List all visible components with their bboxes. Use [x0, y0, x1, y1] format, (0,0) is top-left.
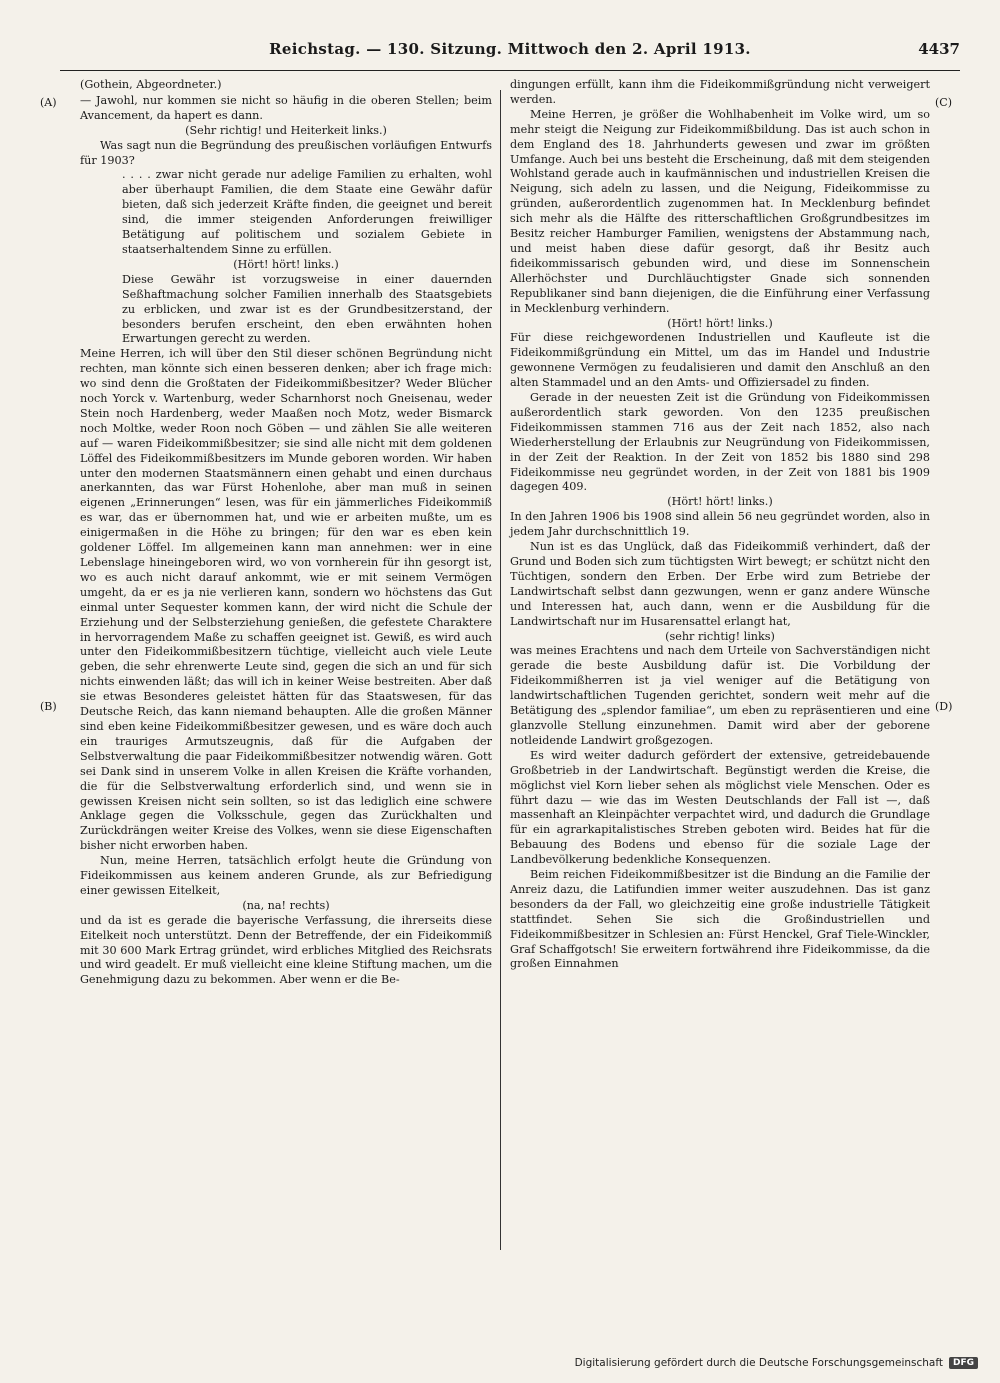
dfg-logo: DFG [949, 1357, 978, 1369]
paragraph: Meine Herren, je größer die Wohlhabenheit im Volke wird, um so mehr steigt die Neigung zur Fideikommißbildung. Das ist auch schon in dem England des 18. Jahrhunderts gewesen und zwar im größten Umfange. Auch bei uns besteht die Erscheinung, daß mit dem steigenden Wohlstand gerade auch in kaufmännischen und industriellen Kreisen die Neigung, sich adeln zu lassen, und die Neigung, Fideikommisse zu gründen, außerordentlich zugenommen hat. In Mecklenburg befindet sich mehr als die Hälfte des ritterschaftlichen Großgrundbesitzes im Besitz reicher Hamburger Familien, wenigstens der Abstammung nach, und meist haben diese dafür gesorgt, daß ihr Besitz auch fideikommissarisch gebunden wird, und diese im Sonnenschein Allerhöchster und Durchläuchtigster Gnade sich sonnenden Republikaner sind bann diejenigen, die die Einführung einer Verfassung in Mecklenburg verhindern. [510, 107, 930, 315]
paragraph: (Gothein, Abgeordneter.) [80, 78, 222, 91]
page-header-title: Reichstag. — 130. Sitzung. Mittwoch den 2. April 1913. [269, 40, 751, 58]
paragraph: Meine Herren, ich will über den Stil dieser schönen Begründung nicht rechten, man könnte sich einen besseren denken; aber ich frage mich: wo sind denn die Großtaten der Fideikommißbesitzer? Weder Blücher noch Yorck v. Wartenburg, weder Scharnhorst noch Gneisenau, weder Stein noch Hardenberg, weder Maaßen noch Motz, weder Bismarck noch Moltke, weder Roon noch Göben — und zählen Sie alle weiteren auf — waren Fideikommißbesitzer; sie sind alle nicht mit dem goldenen Löffel des Fideikommißbesitzers im Munde geboren worden. Wir haben unter den modernen Staatsmännern einen gehabt und einen durchaus anerkannten, das war Fürst Hohenlohe, aber man muß in seinen eigenen „Erinnerungen“ lesen, was für ein jämmerliches Fideikommiß es war, das er übernommen hat, und wie er arbeiten mußte, um es einigermaßen in die Höhe zu bringen; für den war es eben kein goldener Löffel. Im allgemeinen kann man annehmen: wer in eine Lebenslage hineingeboren wird, wo von vornherein für ihn gesorgt ist, wo es auch nicht darauf ankommt, wie er mit seinem Vermögen umgeht, da er es ja nie verlieren kann, sondern wo höchstens das Gut einmal unter Sequester kommen kann, der wird nicht die Schule der Erziehung und der Selbsterziehung genießen, die gefestete Charaktere in hervorragendem Maße zu schaffen geeignet ist. Gewiß, es wird auch unter den Fideikommißbesitzern tüchtige, vielleicht auch viele Leute geben, die sehr ehrenwerte Leute sind, gegen die sich an und für sich nichts einwenden läßt; das will ich in keiner Weise bestreiten. Aber daß sie etwas Besonderes geleistet hätten für das Staatswesen, für das Deutsche Reich, das kann niemand behaupten. Alle die großen Männer sind eben keine Fideikommißbesitzer gewesen, und es wäre doch auch ein trauriges Armutszeugnis, daß für die Aufgaben der Selbstverwaltung die paar Fideikommißbesitzer notwendig wären. Gott sei Dank sind in unserem Volke in allen Kreisen die Kräfte vorhanden, die für die Selbstverwaltung erforderlich sind, und wenn sie in gewissen Kreisen nicht sein sollten, so ist das lediglich eine schwere Anklage gegen die Volksschule, gegen das Zurückhalten und Zurückdrängen weiter Kreise des Volkes, wenn sie diese Eigenschaften bisher nicht erworben haben. [80, 347, 492, 853]
paragraph: Gerade in der neuesten Zeit ist die Gründung von Fideikommissen außerordentlich stark geworden. Von den 1235 preußischen Fideikommissen stammen 716 aus der Zeit nach 1852, also nach Wiederherstellung der Erlaubnis zur Neugründung von Fideikommissen, in der Zeit der Reaktion. In der Zeit von 1852 bis 1880 sind 298 Fideikommisse neu gegründet worden, in der Zeit von 1881 bis 1909 dagegen 409. [510, 391, 930, 494]
paragraph: . . . . zwar nicht gerade nur adelige Familien zu erhalten, wohl aber überhaupt Familien, die dem Staate eine Gewähr dafür bieten, daß sich jederzeit Kräfte finden, die geeignet und bereit sind, die immer steigenden Anforderungen freiwilliger Betätigung auf politischem und sozialem Gebiete in staatserhaltendem Sinne zu erfüllen. [122, 168, 492, 256]
right-text-column [510, 78, 930, 972]
paragraph: was meines Erachtens und nach dem Urteile von Sachverständigen nicht gerade die beste Ausbildung dafür ist. Die Vorbildung der Fideikommißherren ist ja viel weniger auf die Betätigung von landwirtschaftlichen Tugenden gerichtet, sondern weit mehr auf die Betätigung des „splendor familiae“, um eben zu repräsentieren und eine glanzvolle Stellung einzunehmen. Damit wird aber der geborene notleidende Landwirt großgezogen. [510, 644, 930, 747]
paragraph: Nun, meine Herren, tatsächlich erfolgt heute die Gründung von Fideikommissen aus keinem anderen Grunde, als zur Befriedigung einer gewissen Eitelkeit, [80, 854, 492, 897]
column-divider [500, 90, 501, 1250]
page-header [60, 40, 960, 71]
left-text-column [80, 78, 492, 988]
paragraph: (na, na! rechts) [242, 898, 330, 912]
paragraph: und da ist es gerade die bayerische Verfassung, die ihrerseits diese Eitelkeit noch unterstützt. Denn der Betreffende, der ein Fideikommiß mit 30 600 Mark Ertrag gründet, wird erbliches Mitglied des Reichsrats und wird geadelt. Er muß vielleicht eine kleine Stiftung machen, um die Genehmigung dazu zu bekommen. Aber wenn er die Be- [80, 913, 492, 987]
paragraph: (sehr richtig! links) [665, 629, 775, 643]
margin-letter-b: (B) [40, 700, 57, 713]
paragraph: Diese Gewähr ist vorzugsweise in einer dauernden Seßhaftmachung solcher Familien innerhalb des Staatsgebiets zu erblicken, und zwar ist es der Grundbesitzerstand, der besonders berufen erscheint, den eben erwähnten hohen Erwartungen gerecht zu werden. [122, 272, 492, 346]
paragraph: dingungen erfüllt, kann ihm die Fideikommißgründung nicht verweigert werden. [510, 78, 930, 106]
paragraph: Beim reichen Fideikommißbesitzer ist die Bindung an die Familie der Anreiz dazu, die Latifundien immer weiter auszudehnen. Das ist ganz besonders da der Fall, wo gleichzeitig eine große industrielle Tätigkeit stattfindet. Sehen Sie sich die Großindustriellen und Fideikommißbesitzer in Schlesien an: Fürst Henckel, Graf Tiele-Winckler, Graf Schaffgotsch! Sie erweitern fortwährend ihre Fideikommisse, da die großen Einnahmen [510, 868, 930, 971]
footer-credit: Digitalisierung gefördert durch die Deutsche Forschungsgemeinschaft [574, 1357, 943, 1369]
paragraph: (Hört! hört! links.) [233, 257, 339, 271]
page-footer [575, 1357, 978, 1369]
margin-letter-c: (C) [935, 96, 952, 109]
paragraph: — Jawohl, nur kommen sie nicht so häufig in die oberen Stellen; beim Avancement, da hapert es dann. [80, 93, 492, 122]
margin-letter-d: (D) [935, 700, 953, 713]
paragraph: (Hört! hört! links.) [667, 316, 773, 330]
paragraph: In den Jahren 1906 bis 1908 sind allein 56 neu gegründet worden, also in jedem Jahr durchschnittlich 19. [510, 510, 930, 539]
paragraph: (Hört! hört! links.) [667, 495, 773, 509]
paragraph: Nun ist es das Unglück, daß das Fideikommiß verhindert, daß der Grund und Boden sich zum tüchtigsten Wirt bewegt; er schützt nicht den Tüchtigen, sondern den Erben. Der Erbe wird zum Betriebe der Landwirtschaft selbst dann gezwungen, wenn er ganz andere Wünsche und Interessen hat, auch dann, wenn er die Ausbildung für die Landwirtschaft nur im Husarensattel erlangt hat, [510, 540, 930, 628]
page-number: 4437 [918, 40, 960, 58]
paragraph: Für diese reichgewordenen Industriellen und Kaufleute ist die Fideikommißgründung ein Mittel, um das im Handel und Industrie gewonnene Vermögen zu feudalisieren und damit den Anschluß an den alten Stammadel und an den Amts- und Offiziersadel zu finden. [510, 331, 930, 390]
paragraph: Es wird weiter dadurch gefördert der extensive, getreidebauende Großbetrieb in der Landwirtschaft. Begünstigt werden die Kreise, die möglichst viel Korn lieber sehen als möglichst viele Menschen. Oder es führt dazu — wie das im Westen Deutschlands der Fall ist —, daß massenhaft an Kleinpächter verpachtet wird, und dadurch die Grundlage für ein agrarkapitalistisches Streben geboten wird. Beides hat für die Bebauung des Bodens und ebenso für die soziale Lage der Landbevölkerung bedenkliche Konsequenzen. [510, 748, 930, 867]
paragraph: Was sagt nun die Begründung des preußischen vorläufigen Entwurfs für 1903? [80, 138, 492, 167]
margin-letter-a: (A) [40, 96, 57, 109]
paragraph: (Sehr richtig! und Heiterkeit links.) [185, 123, 387, 137]
